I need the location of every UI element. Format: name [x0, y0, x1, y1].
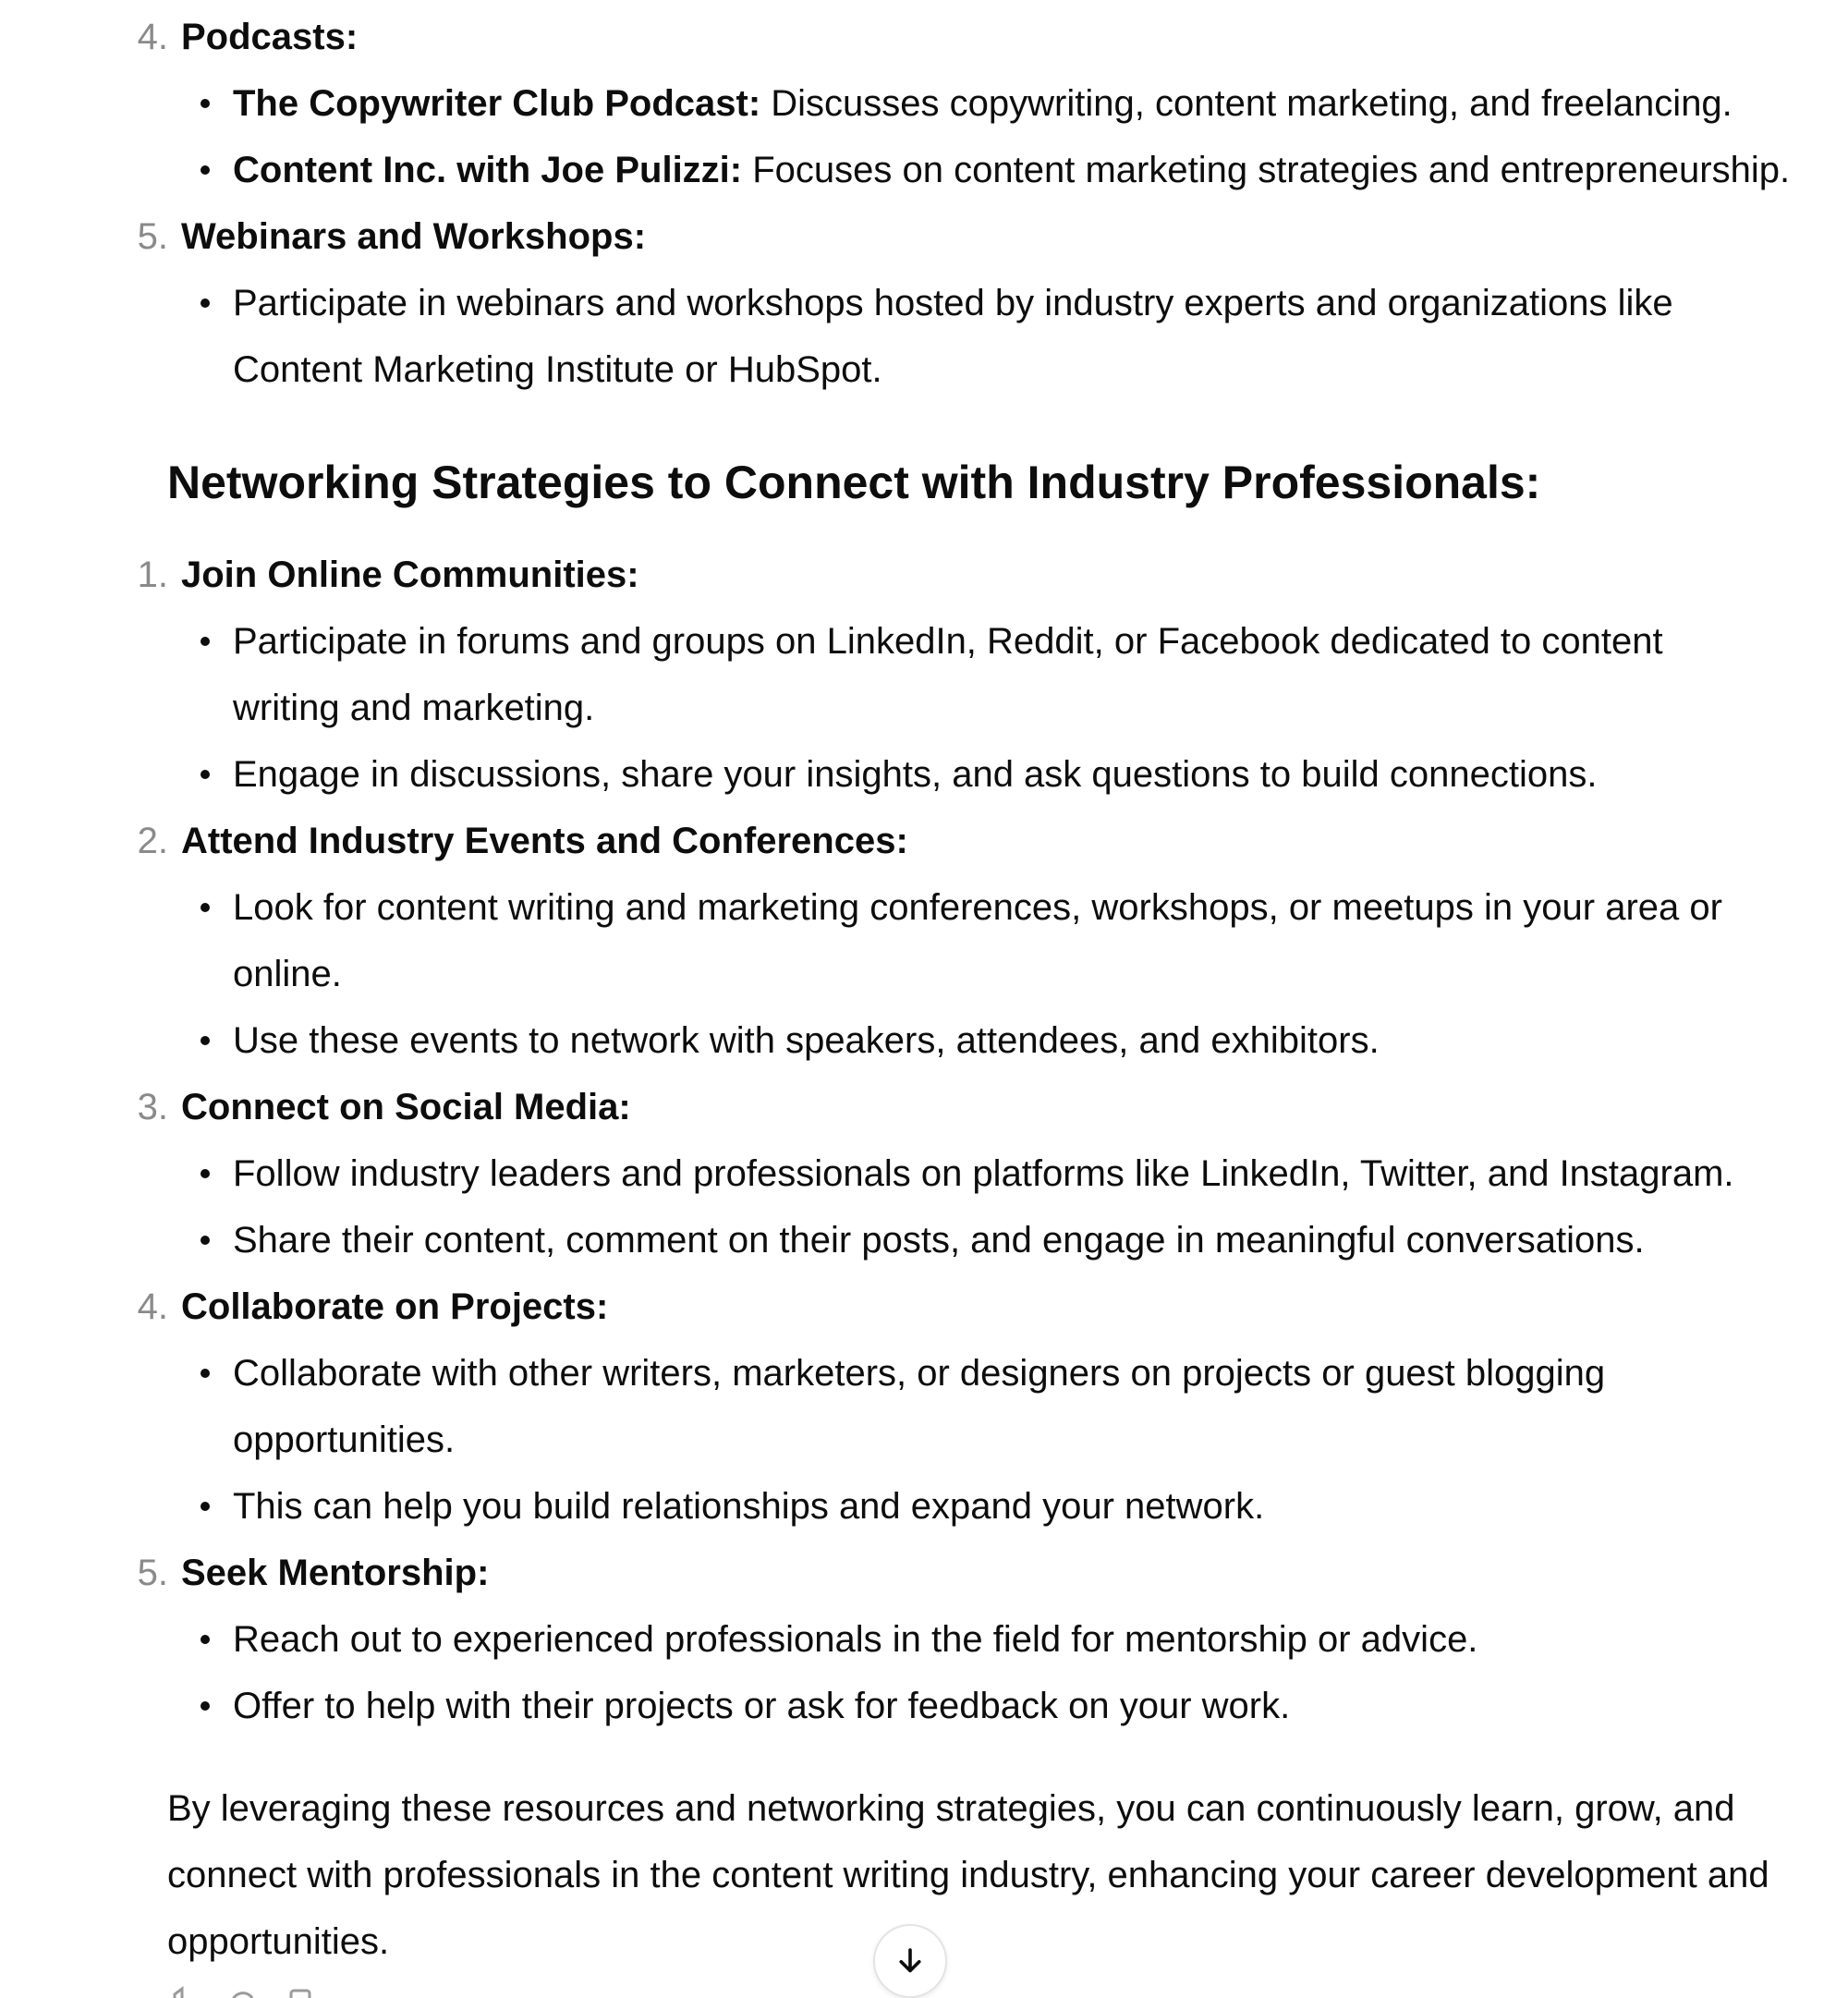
list-number: 5.	[137, 216, 168, 257]
networking-list	[0, 542, 1848, 1739]
bullet-text: Use these events to network with speakers, attendees, and exhibitors.	[233, 1020, 1380, 1061]
list-item-title: Join Online Communities:	[181, 554, 639, 595]
bullet-item	[0, 70, 1848, 137]
bullet-text: Engage in discussions, share your insights, and ask questions to build connections.	[233, 754, 1598, 795]
speaker-icon[interactable]	[167, 1985, 204, 1998]
list-item-webinars	[0, 203, 1848, 403]
bullet-dot-icon	[201, 165, 210, 175]
bullet-item	[0, 1340, 1848, 1473]
bullet-dot-icon	[201, 1502, 210, 1511]
list-item-industry-events	[0, 808, 1848, 1074]
bullet-item	[0, 1140, 1848, 1207]
list-item-online-communities	[0, 542, 1848, 808]
bullet-text: Offer to help with their projects or ask for feedback on your work.	[233, 1686, 1291, 1726]
message-actions	[167, 1985, 319, 1998]
bullet-dot-icon	[201, 298, 210, 308]
bullet-item	[0, 874, 1848, 1007]
bullet-dot-icon	[201, 1701, 210, 1711]
bullet-item	[0, 1207, 1848, 1273]
bullet-dot-icon	[201, 1236, 210, 1245]
bullet-item	[0, 608, 1848, 741]
bullet-list	[0, 1340, 1848, 1540]
bullet-text: Participate in forums and groups on LinkedIn, Reddit, or Facebook dedicated to content writing and marketing.	[233, 621, 1663, 728]
list-item-title: Podcasts:	[181, 17, 359, 57]
bullet-item	[0, 1473, 1848, 1540]
list-item-title: Seek Mentorship:	[181, 1553, 490, 1593]
bullet-list	[0, 70, 1848, 203]
list-number: 2.	[137, 821, 168, 861]
bullet-dot-icon	[201, 1036, 210, 1045]
bullet-text: Collaborate with other writers, marketers, or designers on projects or guest blogging opportunities.	[233, 1353, 1606, 1460]
copy-icon[interactable]	[282, 1985, 319, 1998]
bullet-item	[0, 741, 1848, 808]
list-item-podcasts	[0, 4, 1848, 203]
arrow-down-icon	[894, 1944, 927, 1978]
bullet-list	[0, 608, 1848, 808]
section-heading: Networking Strategies to Connect with Industry Professionals:	[167, 457, 1541, 508]
bullet-text: Reach out to experienced professionals in the field for mentorship or advice.	[233, 1619, 1478, 1660]
bullet-item	[0, 1007, 1848, 1074]
list-item-title: Collaborate on Projects:	[181, 1286, 609, 1327]
bullet-dot-icon	[201, 99, 210, 108]
bullet-list	[0, 1606, 1848, 1739]
bullet-text: This can help you build relationships and expand your network.	[233, 1486, 1265, 1527]
list-item-title: Connect on Social Media:	[181, 1087, 631, 1127]
list-number: 1.	[137, 554, 168, 595]
list-number: 5.	[137, 1553, 168, 1593]
list-number: 4.	[137, 17, 168, 57]
list-number: 3.	[137, 1087, 168, 1127]
summary-paragraph: By leveraging these resources and networking strategies, you can continuously learn, grow, and connect with professionals in the content writing industry, enhancing your career development and opportunities.	[167, 1788, 1769, 1962]
scroll-to-bottom-button[interactable]	[873, 1924, 947, 1998]
list-item-mentorship	[0, 1540, 1848, 1739]
bullet-dot-icon	[201, 770, 210, 779]
bullet-list	[0, 1140, 1848, 1273]
bullet-list	[0, 270, 1848, 403]
bullet-text: Share their content, comment on their posts, and engage in meaningful conversations.	[233, 1220, 1645, 1261]
regenerate-icon[interactable]	[225, 1985, 261, 1998]
list-item-title: Webinars and Workshops:	[181, 216, 647, 257]
list-item-collaborate	[0, 1273, 1848, 1540]
bullet-item	[0, 270, 1848, 403]
bullet-dot-icon	[201, 637, 210, 646]
bullet-item	[0, 1606, 1848, 1673]
bullet-text: Follow industry leaders and professionals on platforms like LinkedIn, Twitter, and Instagram.	[233, 1153, 1734, 1194]
bullet-list	[0, 874, 1848, 1074]
bullet-text: Participate in webinars and workshops hosted by industry experts and organizations like Content Marketing Institute or HubSpot.	[233, 283, 1673, 390]
list-item-social-media	[0, 1074, 1848, 1273]
bullet-text: Focuses on content marketing strategies and entrepreneurship.	[742, 150, 1791, 190]
resources-list-continued	[0, 4, 1848, 403]
bullet-dot-icon	[201, 1169, 210, 1178]
bullet-lead: Content Inc. with Joe Pulizzi:	[233, 150, 743, 190]
bullet-dot-icon	[201, 903, 210, 912]
bullet-dot-icon	[201, 1369, 210, 1378]
bullet-lead: The Copywriter Club Podcast:	[233, 83, 761, 124]
list-item-title: Attend Industry Events and Conferences:	[181, 821, 908, 861]
bullet-item	[0, 137, 1848, 203]
bullet-text: Look for content writing and marketing conferences, workshops, or meetups in your area or online.	[233, 887, 1722, 994]
bullet-item	[0, 1673, 1848, 1739]
list-number: 4.	[137, 1286, 168, 1327]
bullet-dot-icon	[201, 1635, 210, 1644]
bullet-text: Discusses copywriting, content marketing, and freelancing.	[760, 83, 1732, 124]
